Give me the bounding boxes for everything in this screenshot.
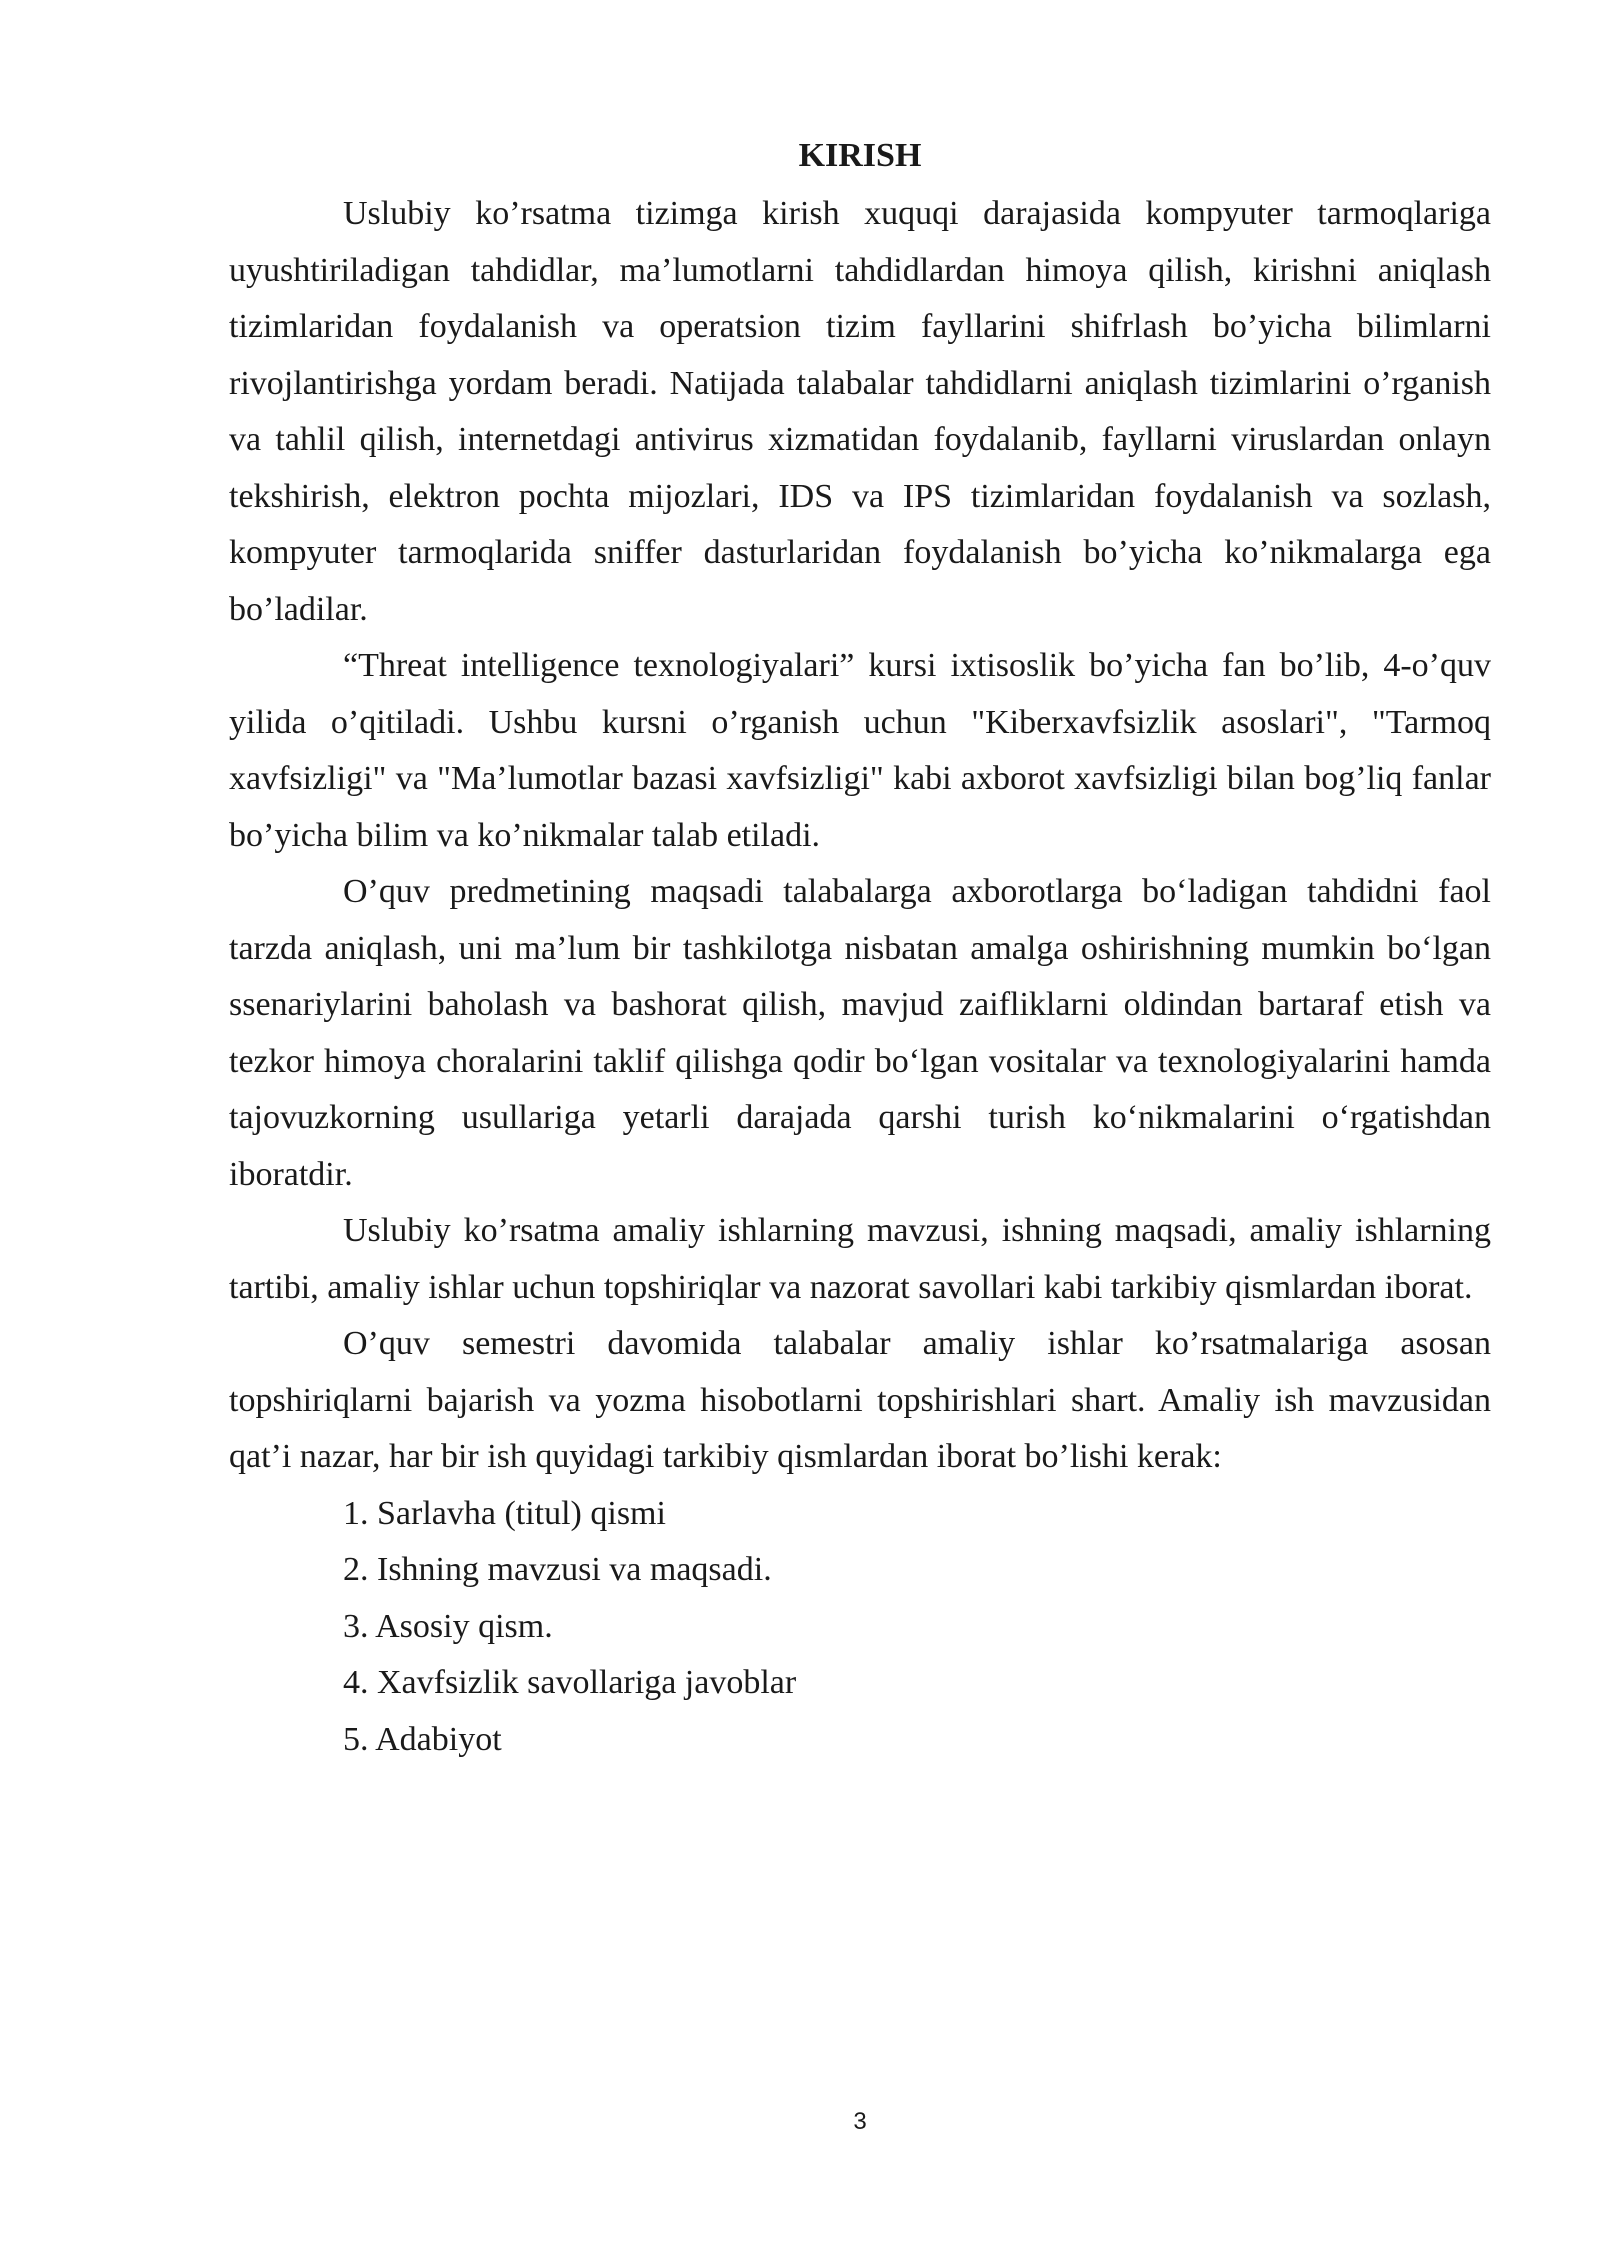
report-parts-list <box>229 1486 1491 1769</box>
document-body <box>229 132 1491 1768</box>
section-heading: KIRISH <box>798 137 922 174</box>
paragraph-goal: O’quv predmetining maqsadi talabalarga axborotlarga bo‘ladigan tahdidni faol tarzda aniqlash, uni ma’lum bir tashkilotga nisbatan amalga oshirishning mumkin bo‘lgan ssenariylarini baholash va bashorat qilish, mavjud zaifliklarni oldindan bartaraf etish va tezkor himoya choralarini taklif qilishga qodir bo‘lgan vositalar va texnologiyalarini hamda tajovuzkorning usullariga yetarli darajada qarshi turish ko‘nikmalarini o‘rgatishdan iboratdir. <box>229 873 1491 1193</box>
paragraph-requirements: O’quv semestri davomida talabalar amaliy ishlar ko’rsatmalariga asosan topshiriqlarni bajarish va yozma hisobotlarni topshirishlari shart. Amaliy ish mavzusidan qat’i nazar, har bir ish quyidagi tarkibiy qismlardan iborat bo’lishi kerak: <box>229 1325 1491 1475</box>
list-item: 4. Xavfsizlik savollariga javoblar <box>343 1664 797 1701</box>
paragraph-structure: Uslubiy ko’rsatma amaliy ishlarning mavzusi, ishning maqsadi, amaliy ishlarning tartibi, amaliy ishlar uchun topshiriqlar va nazorat savollari kabi tarkibiy qismlardan iborat. <box>229 1212 1491 1306</box>
paragraph-course: “Threat intelligence texnologiyalari” kursi ixtisoslik bo’yicha fan bo’lib, 4-o’quv yilida o’qitiladi. Ushbu kursni o’rganish uchun "Kiberxavfsizlik asoslari", "Tarmoq xavfsizligi" va "Ma’lumotlar bazasi xavfsizligi" kabi axborot xavfsizligi bilan bog’liq fanlar bo’yicha bilim va ko’nikmalar talab etiladi. <box>229 647 1491 854</box>
paragraph-intro: Uslubiy ko’rsatma tizimga kirish xuquqi darajasida kompyuter tarmoqlariga uyushtiriladigan tahdidlar, ma’lumotlarni tahdidlardan himoya qilish, kirishni aniqlash tizimlaridan foydalanish va operatsion tizim fayllarini shifrlash bo’yicha bilimlarni rivojlantirishga yordam beradi. Natijada talabalar tahdidlarni aniqlash tizimlarini o’rganish va tahlil qilish, internetdagi antivirus xizmatidan foydalanib, fayllarni viruslardan onlayn tekshirish, elektron pochta mijozlari, IDS va IPS tizimlaridan foydalanish va sozlash, kompyuter tarmoqlarida sniffer dasturlaridan foydalanish bo’yicha ko’nikmalarga ega bo’ladilar. <box>229 195 1491 628</box>
list-item: 2. Ishning mavzusi va maqsadi. <box>343 1551 772 1588</box>
list-item: 1. Sarlavha (titul) qismi <box>343 1494 666 1532</box>
list-item: 5. Adabiyot <box>343 1720 502 1758</box>
list-item: 3. Asosiy qism. <box>343 1607 553 1645</box>
page-number: 3 <box>853 2108 867 2135</box>
